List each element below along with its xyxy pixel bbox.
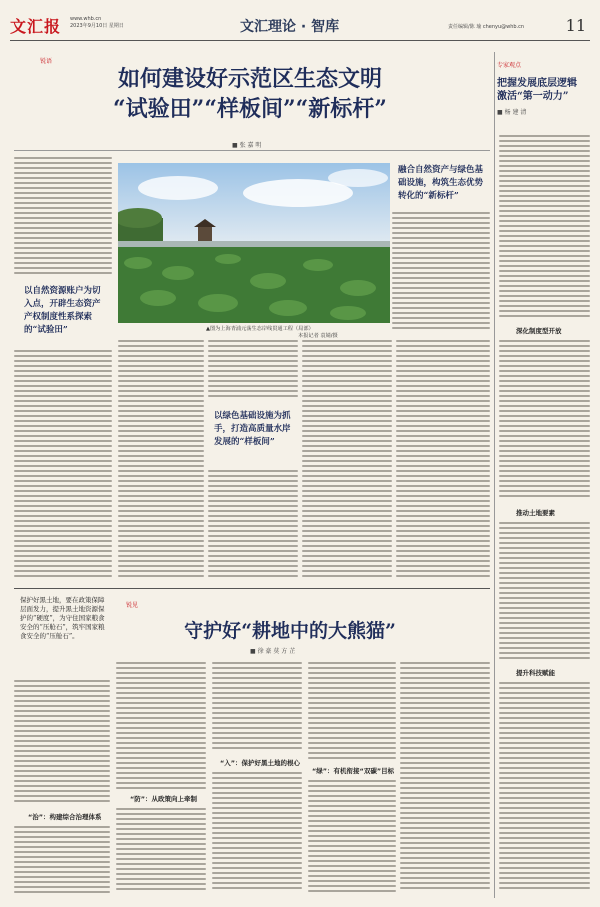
main-byline: ■ 张 嘉 明 (232, 142, 262, 149)
site-url: www.whb.cn (70, 16, 102, 22)
sa-text-col3b (212, 772, 302, 896)
photo-caption (206, 325, 338, 339)
pull-quote-1: 融合自然资产与绿色基础设施，构筑生态优势转化的“新标杆” (398, 165, 484, 201)
sa-text-col1b (14, 826, 110, 896)
sa-text-col2 (116, 662, 206, 792)
sa-text-col3 (212, 662, 302, 752)
rc-text-1 (499, 135, 590, 320)
sa-text-col4b (308, 780, 396, 896)
sa-subhead-1: “治”：构建综合治理体系 (28, 813, 102, 821)
rc-subhead-3: 提升科技赋能 (516, 669, 555, 677)
rc-text-2 (499, 340, 590, 500)
column-divider (494, 52, 495, 898)
sa-text-col2b (116, 808, 206, 896)
sa-subhead-2: “防”：从政策向上牵制 (130, 795, 198, 803)
newspaper-logo: 文汇报 (10, 17, 62, 36)
section-title: 文汇理论 · 智库 (240, 19, 340, 35)
pull-quote-2: 以自然资源账户为切入点，开辟生态资产产权制度性系探索的“试验田” (24, 286, 101, 335)
body-text-col1 (14, 157, 112, 277)
right-column-title: 把握发展底层逻辑 激活“第一动力” (497, 78, 577, 102)
sa-text-col5 (400, 662, 490, 896)
body-text-col3a (208, 340, 298, 400)
second-pull-quote: 保护好黑土地，要在政策保障层面发力，提升黑土地资源保护的“硬度”，为守住国家粮食安全的“压舱石”，筑牢国家粮食安全的“压舱石”。 (20, 596, 105, 640)
main-headline-line1: 如何建设好示范区生态文明 (117, 66, 382, 92)
page-number: 11 (565, 16, 586, 35)
rc-subhead-2: 推动土地要素 (516, 509, 555, 517)
right-column-byline: ■ 杨 建 清 (497, 109, 527, 116)
main-headline-line2: “试验田”“样板间”“新标杆” (113, 96, 387, 122)
second-headline: 守护好“耕地中的大熊猫” (184, 620, 396, 642)
main-article-tag: 锐语 (40, 58, 53, 65)
editor-line: 责任编辑/陈 瑜 chenyu@whb.cn (448, 24, 525, 30)
sa-text-col1 (14, 680, 110, 808)
lotus-lake-photo (118, 163, 390, 323)
body-text-col2 (118, 340, 204, 580)
divider (14, 150, 490, 151)
right-column-tag: 专家观点 (497, 62, 522, 69)
masthead-info (70, 16, 124, 30)
sa-subhead-4: “绿”：有机衔接“双碳”目标 (312, 767, 395, 775)
sa-subhead-3: “入”：保护好黑土地的根心 (220, 759, 301, 767)
photo-credit: 本报记者 袁婧/摄 (298, 333, 338, 339)
body-text-col3b (208, 470, 298, 580)
body-text-col4 (392, 212, 490, 332)
body-text-col1b (14, 350, 112, 580)
section-divider (14, 588, 490, 589)
sa-text-col4 (308, 662, 396, 762)
right-column (497, 60, 590, 116)
body-text-col5 (396, 340, 490, 580)
rc-subhead-1: 深化制度型开放 (516, 327, 562, 335)
masthead (10, 14, 590, 41)
body-text-col4b (302, 340, 392, 580)
issue-date: 2023年9月10日 星期日 (70, 23, 124, 29)
pull-quote-3: 以绿色基础设施为抓手，打造高质量水岸发展的“样板间” (214, 411, 291, 447)
rc-text-4 (499, 682, 590, 896)
rc-text-3 (499, 522, 590, 662)
second-article-tag: 锐见 (126, 602, 139, 609)
photo-caption-text: ▲图为上海青浦元荡生态岸线贯通工程（局部） (206, 326, 314, 332)
second-byline: ■ 徐 豪 莫 方 芷 (250, 648, 296, 655)
